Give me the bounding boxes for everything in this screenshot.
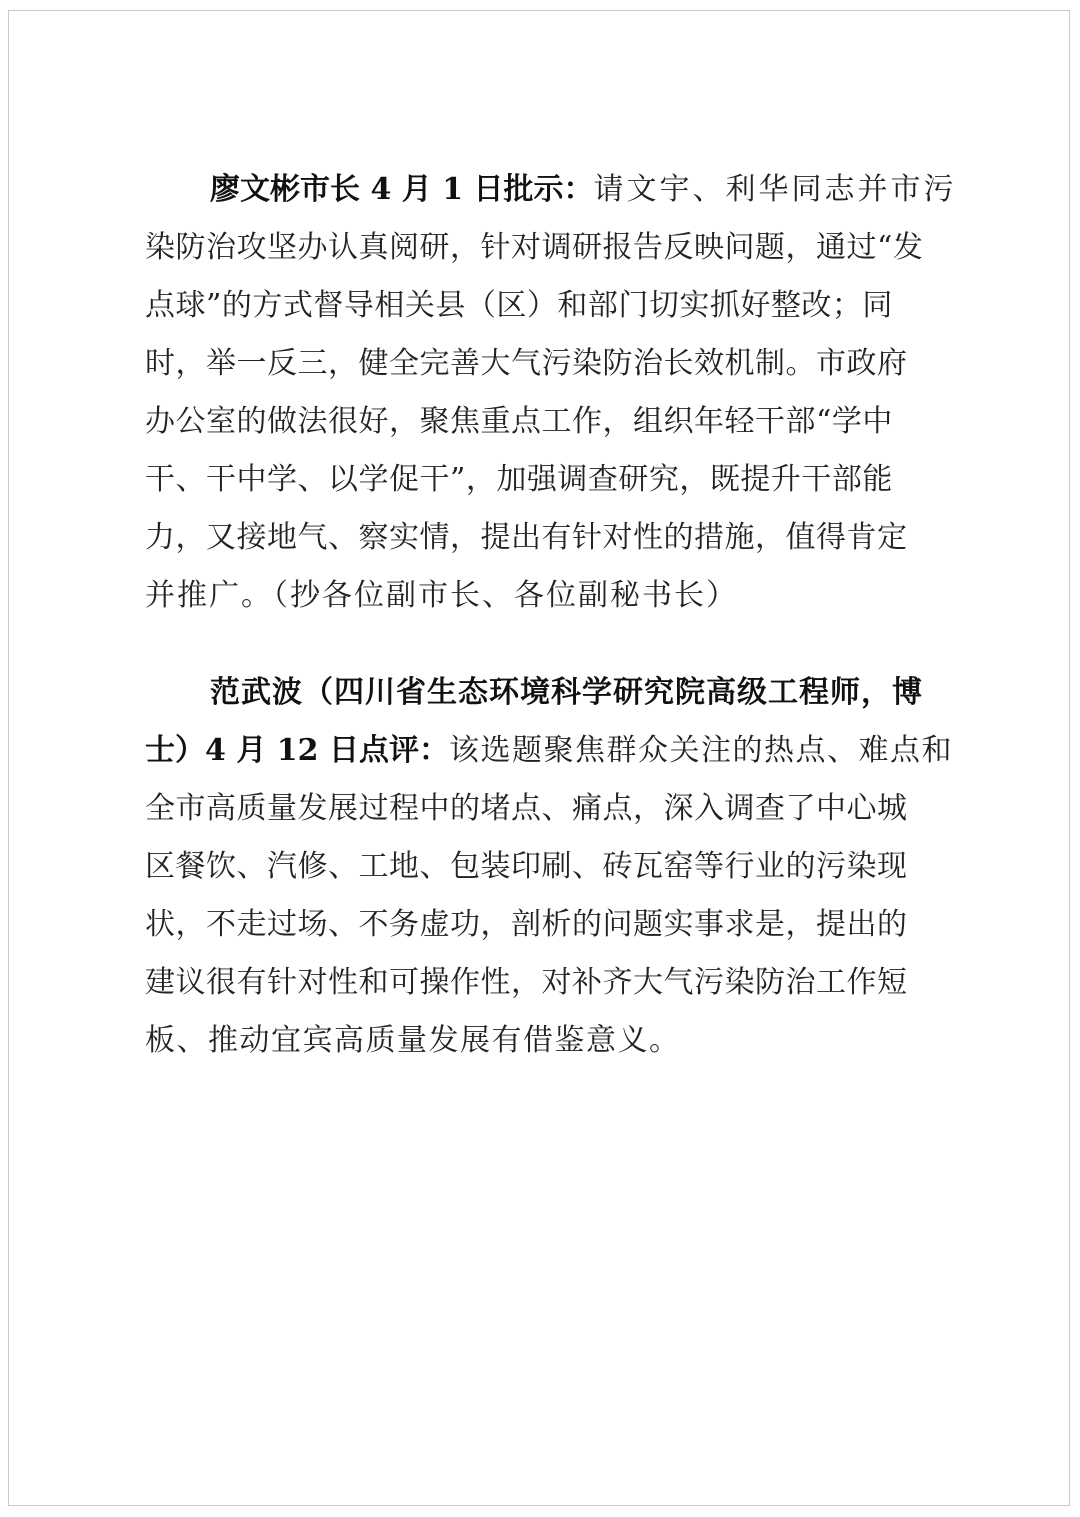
paragraph-line [145, 721, 953, 773]
paragraph-line [145, 566, 738, 618]
paragraph-line [145, 837, 908, 889]
paragraph-text: 全市高质量发展过程中的堵点、痛点，深入调查了中心城 [145, 791, 908, 826]
paragraph-line [210, 160, 957, 212]
paragraph-text: 状，不走过场、不务虚功，剖析的问题实事求是，提出的 [145, 907, 908, 942]
paragraph-line [145, 218, 923, 270]
paragraph-text: 建议很有针对性和可操作性，对补齐大气污染防治工作短 [145, 965, 908, 1000]
paragraph-line [145, 276, 893, 328]
paragraph-text: 区餐饮、汽修、工地、包装印刷、砖瓦窑等行业的污染现 [145, 849, 908, 884]
paragraph-text: 请文宇、利华同志并市污 [593, 172, 957, 207]
paragraph-text: 时，举一反三，健全完善大气污染防治长效机制。市政府 [145, 346, 908, 381]
paragraph-label: 士）4 月 12 日点评： [145, 733, 449, 768]
paragraph-label: 廖文彬市长 4 月 1 日批示： [210, 172, 594, 207]
paragraph-line [145, 895, 908, 947]
paragraph-text: 并推广。（抄各位副市长、各位副秘书长） [145, 578, 738, 613]
paragraph-line [145, 334, 908, 386]
paragraph-label: 范武波（四川省生态环境科学研究院高级工程师，博 [210, 675, 923, 710]
paragraph-line [145, 779, 908, 831]
paragraph-text: 点球”的方式督导相关县（区）和部门切实抓好整改；同 [145, 288, 893, 323]
paragraph-line [210, 663, 923, 715]
paragraph-text: 干、干中学、以学促干”，加强调查研究，既提升干部能 [145, 462, 893, 497]
paragraph-text: 该选题聚焦群众关注的热点、难点和 [448, 733, 953, 768]
paragraph-line [145, 1011, 681, 1063]
paragraph-line [145, 953, 908, 1005]
paragraph-text: 办公室的做法很好，聚焦重点工作，组织年轻干部“学中 [145, 404, 893, 439]
paragraph-line [145, 450, 893, 502]
paragraph-line [145, 508, 908, 560]
paragraph-text: 板、推动宜宾高质量发展有借鉴意义。 [145, 1023, 681, 1058]
paragraph-line [145, 392, 893, 444]
paragraph-text: 染防治攻坚办认真阅研，针对调研报告反映问题，通过“发 [145, 230, 924, 265]
paragraph-text: 力，又接地气、察实情，提出有针对性的措施，值得肯定 [145, 520, 908, 555]
